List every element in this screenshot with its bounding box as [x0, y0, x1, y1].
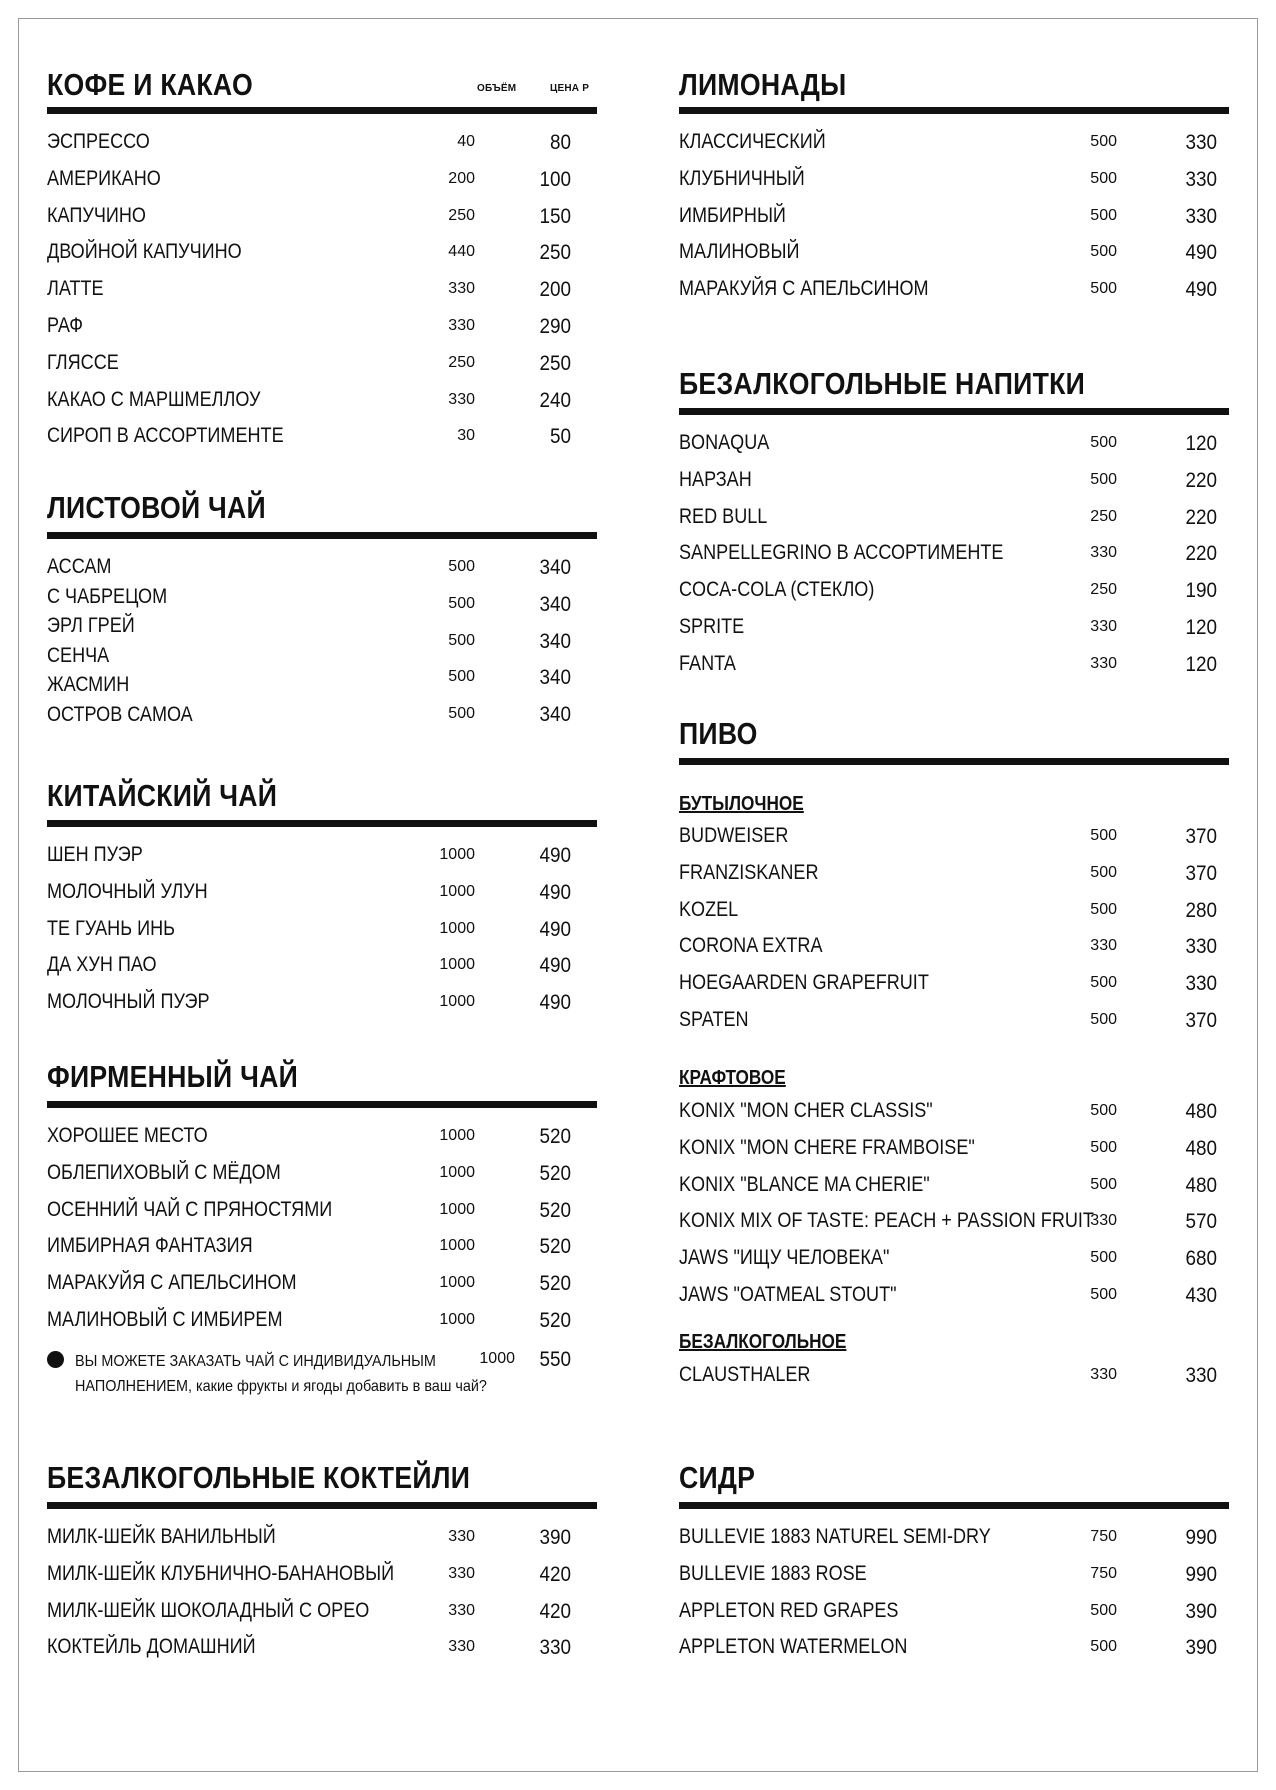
item-name: С ЧАБРЕЦОМ: [47, 584, 168, 608]
item-price: 990: [1185, 1526, 1217, 1549]
section-title: СИДР: [679, 1460, 756, 1495]
item-price: 330: [1185, 1364, 1217, 1387]
item-name: МИЛК-ШЕЙК КЛУБНИЧНО-БАНАНОВЫЙ: [47, 1561, 395, 1585]
item-name: BULLEVIE 1883 ROSE: [679, 1561, 867, 1585]
item-name: ЖАСМИН: [47, 673, 130, 697]
menu-item-row: [679, 130, 1229, 160]
menu-item-row: [679, 1283, 1229, 1313]
item-name: МОЛОЧНЫЙ ПУЭР: [47, 990, 210, 1014]
item-price: 520: [539, 1235, 571, 1259]
item-volume: 500: [448, 668, 475, 686]
custom-tea-note: [47, 1347, 597, 1399]
menu-item-row: [47, 1198, 597, 1228]
item-price: 280: [1185, 898, 1217, 922]
item-name: ИМБИРНЫЙ: [679, 203, 786, 227]
section-coffee: [47, 66, 597, 456]
item-price: 340: [539, 556, 571, 579]
item-name: АССАМ: [47, 555, 112, 578]
item-volume: 330: [448, 390, 475, 408]
section-rule: [47, 1502, 597, 1509]
section-rule: [679, 408, 1229, 415]
item-volume: 500: [1090, 1138, 1117, 1156]
item-name: МИЛК-ШЕЙК ШОКОЛАДНЫЙ С ОРЕО: [47, 1598, 370, 1622]
item-volume: 500: [1090, 169, 1117, 187]
item-price: 490: [539, 917, 571, 941]
item-price: 490: [539, 954, 571, 978]
item-price: 50: [549, 425, 571, 449]
item-volume: 500: [1090, 133, 1117, 150]
item-price: 390: [1185, 1636, 1217, 1660]
bullet-icon: [47, 1351, 64, 1368]
item-price: 550: [539, 1348, 571, 1371]
item-name: РАФ: [47, 314, 84, 337]
item-name: CLAUSTHALER: [679, 1363, 811, 1386]
menu-item-row: [679, 615, 1229, 645]
item-name: COCA-COLA (СТЕКЛО): [679, 578, 875, 602]
menu-item-row: [679, 431, 1229, 461]
subsection-craft: КРАФТОВОЕ: [679, 1067, 786, 1089]
menu-item-row: [47, 240, 597, 270]
item-volume: 750: [1090, 1528, 1117, 1545]
item-price: 990: [1185, 1562, 1217, 1586]
item-price: 330: [1185, 972, 1217, 996]
item-price: 370: [1185, 1009, 1217, 1032]
item-name: КАПУЧИНО: [47, 203, 146, 227]
menu-item-row: [679, 824, 1229, 854]
item-name: SANPELLEGRINO В АССОРТИМЕНТЕ: [679, 541, 1004, 565]
item-price: 480: [1185, 1173, 1217, 1197]
item-volume: 1000: [439, 1200, 475, 1218]
item-volume: 440: [448, 243, 475, 261]
item-volume: 500: [1090, 1638, 1117, 1656]
item-volume: 1000: [479, 1350, 515, 1367]
item-price: 680: [1185, 1247, 1217, 1271]
item-price: 120: [1185, 616, 1217, 639]
item-volume: 330: [1090, 1366, 1117, 1383]
menu-item-row: [679, 1246, 1229, 1276]
item-volume: 1000: [439, 1127, 475, 1144]
section-title: ЛИМОНАДЫ: [679, 67, 847, 102]
section-rule: [47, 820, 597, 827]
item-volume: 330: [448, 1528, 475, 1545]
menu-item-row: [47, 629, 597, 659]
item-name: МАРАКУЙЯ С АПЕЛЬСИНОМ: [679, 277, 929, 301]
menu-item-row: [679, 578, 1229, 608]
item-volume: 1000: [439, 956, 475, 974]
menu-item-row: [47, 204, 597, 234]
item-price: 490: [1185, 241, 1217, 265]
item-price: 330: [1185, 167, 1217, 191]
menu-item-row: [47, 1525, 597, 1555]
item-price: 250: [539, 241, 571, 265]
note-line-1: ВЫ МОЖЕТЕ ЗАКАЗАТЬ ЧАЙ С ИНДИВИДУАЛЬНЫМ: [75, 1353, 436, 1370]
menu-item-row: [47, 1308, 597, 1338]
item-volume: 1000: [439, 1237, 475, 1255]
section-title: ПИВО: [679, 716, 758, 751]
menu-item-row: [679, 1173, 1229, 1203]
subsection-nonalcoholic: БЕЗАЛКОГОЛЬНОЕ: [679, 1331, 847, 1353]
menu-item-row: [47, 1635, 597, 1665]
item-price: 420: [539, 1562, 571, 1586]
item-volume: 500: [1090, 1175, 1117, 1193]
menu-item-row: [679, 505, 1229, 535]
item-volume: 330: [448, 1601, 475, 1619]
section-chinese-tea: [47, 780, 597, 1020]
item-price: 220: [1185, 505, 1217, 529]
item-price: 520: [539, 1125, 571, 1148]
item-name: HOEGAARDEN GRAPEFRUIT: [679, 971, 929, 995]
item-name: КЛУБНИЧНЫЙ: [679, 166, 805, 190]
item-volume: 330: [1090, 618, 1117, 635]
item-name: FRANZISKANER: [679, 860, 819, 884]
menu-item-row: [679, 1209, 1229, 1239]
section-rule: [679, 107, 1229, 114]
item-name: ШЕН ПУЭР: [47, 843, 143, 866]
menu-item-row: [47, 424, 597, 454]
item-volume: 500: [1090, 974, 1117, 992]
item-price: 80: [549, 131, 571, 154]
note-line-2: НАПОЛНЕНИЕМ, какие фрукты и ягоды добавить в ваш чай?: [75, 1378, 487, 1395]
item-volume: 30: [457, 427, 475, 445]
item-volume: 1000: [439, 919, 475, 937]
item-volume: 500: [1090, 470, 1117, 488]
item-volume: 500: [1090, 900, 1117, 918]
item-volume: 500: [448, 705, 475, 723]
item-volume: 330: [448, 280, 475, 298]
item-volume: 330: [1090, 654, 1117, 672]
menu-item-row: [47, 1234, 597, 1264]
item-volume: 1000: [439, 993, 475, 1011]
item-name: СЕНЧА: [47, 643, 110, 667]
menu-item-row: [679, 934, 1229, 964]
item-name: КЛАССИЧЕСКИЙ: [679, 130, 826, 153]
menu-item-row: [47, 555, 597, 585]
menu-item-row: [47, 167, 597, 197]
section-signature-tea: [47, 1061, 597, 1401]
section-cider: [679, 1462, 1229, 1672]
item-price: 480: [1185, 1136, 1217, 1160]
item-price: 120: [1185, 652, 1217, 676]
item-volume: 500: [1090, 206, 1117, 224]
item-name: SPRITE: [679, 615, 745, 638]
menu-item-row: [47, 880, 597, 910]
menu-item-row: [679, 541, 1229, 571]
item-price: 330: [539, 1636, 571, 1660]
item-volume: 1000: [439, 1274, 475, 1292]
menu-item-row: [47, 665, 597, 695]
item-volume: 500: [448, 631, 475, 649]
item-name: BUDWEISER: [679, 824, 789, 847]
item-price: 490: [539, 991, 571, 1015]
menu-item-row: [47, 1599, 597, 1629]
item-volume: 200: [448, 169, 475, 187]
note-text: [75, 1349, 487, 1399]
item-price: 220: [1185, 542, 1217, 566]
item-price: 150: [539, 204, 571, 228]
item-price: 490: [1185, 278, 1217, 302]
item-price: 390: [539, 1526, 571, 1549]
item-price: 340: [539, 592, 571, 616]
section-cocktails: [47, 1462, 597, 1672]
menu-item-row: [679, 468, 1229, 498]
item-price: 570: [1185, 1210, 1217, 1234]
section-title: ФИРМЕННЫЙ ЧАЙ: [47, 1059, 299, 1094]
item-price: 490: [539, 880, 571, 904]
item-volume: 500: [1090, 1249, 1117, 1267]
item-volume: 40: [457, 133, 475, 150]
item-volume: 250: [448, 206, 475, 224]
menu-item-row: [47, 1161, 597, 1191]
price-header: ЦЕНА Р: [550, 83, 590, 94]
menu-item-row: [679, 277, 1229, 307]
menu-item-row: [47, 953, 597, 983]
menu-item-row: [47, 1271, 597, 1301]
item-price: 330: [1185, 131, 1217, 154]
menu-item-row: [47, 592, 597, 622]
item-price: 340: [539, 666, 571, 690]
item-name: KONIX MIX OF TASTE: PEACH + PASSION FRUIT: [679, 1209, 1094, 1233]
item-name: APPLETON RED GRAPES: [679, 1598, 899, 1622]
item-name: KONIX "BLANCE MA CHERIE": [679, 1172, 930, 1196]
item-name: ИМБИРНАЯ ФАНТАЗИЯ: [47, 1234, 253, 1258]
item-name: СИРОП В АССОРТИМЕНТЕ: [47, 424, 284, 448]
item-volume: 330: [448, 1564, 475, 1582]
item-name: BULLEVIE 1883 NATUREL SEMI-DRY: [679, 1525, 991, 1548]
item-name: ХОРОШЕЕ МЕСТО: [47, 1124, 208, 1147]
item-price: 250: [539, 351, 571, 375]
item-name: ГЛЯССЕ: [47, 350, 119, 374]
item-volume: 330: [1090, 1212, 1117, 1230]
section-title: КИТАЙСКИЙ ЧАЙ: [47, 778, 278, 813]
item-volume: 500: [1090, 1102, 1117, 1119]
section-rule: [47, 1101, 597, 1108]
section-rule: [679, 758, 1229, 765]
item-name: RED BULL: [679, 504, 768, 528]
item-name: ТЕ ГУАНЬ ИНЬ: [47, 916, 175, 940]
item-name: МАРАКУЙЯ С АПЕЛЬСИНОМ: [47, 1271, 297, 1295]
item-name: JAWS "ИЩУ ЧЕЛОВЕКА": [679, 1246, 890, 1270]
item-name: МИЛК-ШЕЙК ВАНИЛЬНЫЙ: [47, 1525, 276, 1548]
item-volume: 330: [1090, 937, 1117, 955]
section-rule: [679, 1502, 1229, 1509]
item-volume: 500: [1090, 827, 1117, 844]
menu-item-row: [47, 314, 597, 344]
item-volume: 500: [1090, 1601, 1117, 1619]
section-title: БЕЗАЛКОГОЛЬНЫЕ КОКТЕЙЛИ: [47, 1460, 471, 1495]
section-lemonades: [679, 66, 1229, 316]
item-price: 340: [539, 629, 571, 653]
item-name: SPATEN: [679, 1008, 749, 1031]
item-price: 290: [539, 315, 571, 338]
menu-item-row: [679, 240, 1229, 270]
item-volume: 1000: [439, 882, 475, 900]
item-name: ДВОЙНОЙ КАПУЧИНО: [47, 240, 242, 264]
item-volume: 250: [448, 353, 475, 371]
item-volume: 500: [1090, 863, 1117, 881]
item-name: ОБЛЕПИХОВЫЙ С МЁДОМ: [47, 1160, 281, 1184]
menu-item-row: [47, 702, 597, 732]
item-name: ОСЕННИЙ ЧАЙ С ПРЯНОСТЯМИ: [47, 1197, 333, 1221]
item-price: 520: [539, 1272, 571, 1296]
item-price: 220: [1185, 468, 1217, 492]
item-name: ЛАТТЕ: [47, 277, 104, 301]
item-name: МОЛОЧНЫЙ УЛУН: [47, 879, 208, 903]
item-name: APPLETON WATERMELON: [679, 1635, 908, 1659]
menu-item-row: [679, 898, 1229, 928]
subsection-bottled: БУТЫЛОЧНОЕ: [679, 793, 804, 815]
item-name: КАКАО С МАРШМЕЛЛОУ: [47, 387, 261, 411]
item-name: АМЕРИКАНО: [47, 166, 161, 190]
menu-item-row: [679, 971, 1229, 1001]
item-name: CORONA EXTRA: [679, 934, 823, 958]
item-volume: 1000: [439, 1311, 475, 1328]
item-name: КОКТЕЙЛЬ ДОМАШНИЙ: [47, 1635, 256, 1659]
menu-item-row: [679, 1599, 1229, 1629]
section-title: КОФЕ И КАКАО: [47, 67, 254, 102]
section-title: БЕЗАЛКОГОЛЬНЫЕ НАПИТКИ: [679, 366, 1086, 401]
item-price: 390: [1185, 1599, 1217, 1623]
menu-item-row: [679, 1099, 1229, 1129]
menu-item-row: [679, 1363, 1229, 1393]
item-name: KONIX "MON CHERE FRAMBOISE": [679, 1135, 975, 1159]
item-volume: 1000: [439, 846, 475, 863]
item-name: МАЛИНОВЫЙ: [679, 240, 800, 264]
menu-item-row: [47, 1562, 597, 1592]
item-price: 240: [539, 388, 571, 412]
item-price: 480: [1185, 1100, 1217, 1123]
item-name: МАЛИНОВЫЙ С ИМБИРЕМ: [47, 1308, 283, 1331]
section-beer: [679, 718, 1229, 1418]
item-price: 520: [539, 1161, 571, 1185]
menu-item-row: [47, 388, 597, 418]
item-price: 330: [1185, 204, 1217, 228]
menu-item-row: [679, 204, 1229, 234]
menu-item-row: [679, 1562, 1229, 1592]
section-leaf-tea: [47, 492, 597, 732]
item-volume: 1000: [439, 1163, 475, 1181]
menu-item-row: [679, 1008, 1229, 1038]
menu-item-row: [679, 652, 1229, 682]
item-name: BONAQUA: [679, 431, 770, 454]
item-name: НАРЗАН: [679, 467, 752, 491]
item-volume: 330: [448, 1638, 475, 1656]
item-price: 370: [1185, 825, 1217, 848]
section-soft-drinks: [679, 368, 1229, 698]
volume-header: ОБЪЁМ: [477, 83, 517, 94]
item-volume: 500: [448, 594, 475, 612]
item-price: 340: [539, 703, 571, 727]
menu-item-row: [47, 843, 597, 873]
item-price: 520: [539, 1198, 571, 1222]
item-volume: 500: [1090, 434, 1117, 451]
menu-item-row: [47, 990, 597, 1020]
menu-item-row: [47, 1124, 597, 1154]
menu-item-row: [47, 917, 597, 947]
item-volume: 750: [1090, 1564, 1117, 1582]
item-volume: 250: [1090, 507, 1117, 525]
item-volume: 500: [1090, 243, 1117, 261]
section-rule: [47, 107, 597, 114]
item-volume: 500: [1090, 1011, 1117, 1028]
item-volume: 500: [1090, 1286, 1117, 1303]
item-price: 100: [539, 167, 571, 191]
item-volume: 250: [1090, 581, 1117, 599]
section-title: ЛИСТОВОЙ ЧАЙ: [47, 490, 266, 525]
menu-item-row: [47, 130, 597, 160]
item-price: 490: [539, 844, 571, 867]
item-name: ОСТРОВ САМОА: [47, 703, 193, 726]
item-name: ДА ХУН ПАО: [47, 953, 157, 977]
item-price: 190: [1185, 579, 1217, 603]
item-price: 370: [1185, 861, 1217, 885]
menu-item-row: [679, 167, 1229, 197]
item-name: ЭРЛ ГРЕЙ: [47, 614, 135, 638]
item-volume: 330: [448, 317, 475, 334]
menu-item-row: [679, 1525, 1229, 1555]
item-price: 520: [539, 1309, 571, 1332]
section-rule: [47, 532, 597, 539]
item-volume: 500: [448, 558, 475, 575]
item-name: FANTA: [679, 651, 736, 675]
item-volume: 330: [1090, 544, 1117, 562]
item-volume: 500: [1090, 280, 1117, 298]
item-price: 120: [1185, 432, 1217, 455]
item-name: KONIX "MON CHER CLASSIS": [679, 1099, 933, 1122]
item-price: 430: [1185, 1284, 1217, 1307]
item-price: 200: [539, 278, 571, 302]
menu-item-row: [679, 861, 1229, 891]
menu-item-row: [679, 1635, 1229, 1665]
menu-item-row: [47, 277, 597, 307]
menu-item-row: [47, 351, 597, 381]
item-name: KOZEL: [679, 897, 739, 921]
item-price: 330: [1185, 935, 1217, 959]
item-price: 420: [539, 1599, 571, 1623]
menu-item-row: [679, 1136, 1229, 1166]
item-name: ЭСПРЕССО: [47, 130, 150, 153]
item-name: JAWS "OATMEAL STOUT": [679, 1283, 897, 1306]
